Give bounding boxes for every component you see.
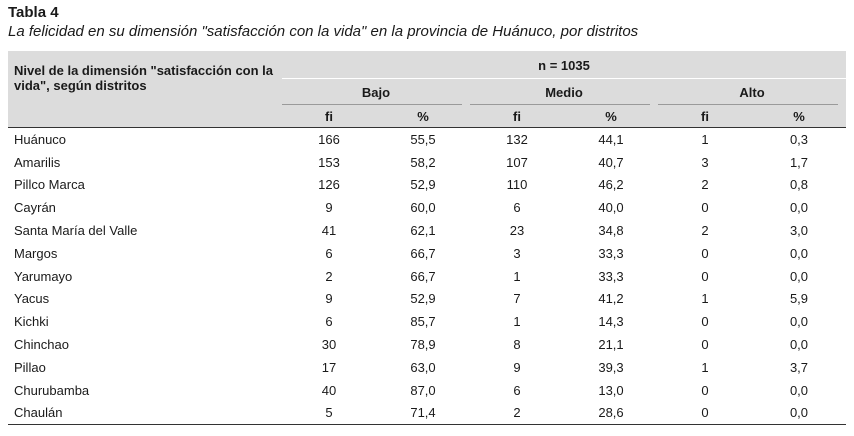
table-number: Tabla 4 [8,4,59,21]
bajo-percent: 66,7 [410,245,436,261]
bajo-percent: 87,0 [410,382,436,398]
empty-header-cell [8,105,282,128]
medio-fi: 8 [513,337,521,353]
alto-fi: 1 [701,291,709,307]
medio-fi: 9 [513,359,521,375]
table-row [8,310,846,333]
table-row [8,219,846,242]
district-name: Kichki [14,314,49,330]
bajo-percent: 66,7 [410,268,436,284]
medio-fi: 110 [506,177,528,193]
bajo-percent: 60,0 [410,200,436,216]
alto-fi: 0 [701,382,709,398]
table-row [8,128,846,151]
subheader-percent: % [376,105,470,128]
district-name: Yarumayo [14,268,73,284]
row-header-label: Nivel de la dimensión "satisfacción con la vida", según distritos [8,51,282,105]
alto-fi: 1 [701,131,709,147]
bajo-percent: 62,1 [410,223,436,239]
medio-fi: 7 [513,291,521,307]
alto-fi: 2 [701,177,709,193]
table-row [8,288,846,311]
district-name: Margos [14,245,58,261]
alto-fi: 1 [701,359,709,375]
bajo-percent: 85,7 [410,314,436,330]
medio-fi: 2 [513,405,521,421]
district-name: Churubamba [14,382,90,398]
district-name: Santa María del Valle [14,223,138,239]
bajo-fi: 2 [325,268,333,284]
district-name: Yacus [14,291,50,307]
table-row [8,379,846,402]
alto-percent: 1,7 [789,154,809,170]
alto-fi: 0 [701,405,709,421]
alto-fi: 0 [701,200,709,216]
table-row [8,151,846,174]
sample-size-header: n = 1035 [282,51,846,79]
district-name: Huánuco [14,131,67,147]
district-name: Amarilis [14,154,61,170]
alto-fi: 0 [701,314,709,330]
alto-percent: 3,7 [789,359,809,375]
district-name: Cayrán [14,200,56,216]
district-name: Chinchao [14,337,69,353]
table-row [8,402,846,425]
alto-fi: 0 [701,268,709,284]
alto-percent: 5,9 [789,291,809,307]
district-name: Chaulán [14,405,63,421]
subheader-percent: % [752,105,846,128]
bajo-fi: 17 [321,359,337,375]
alto-percent: 0,8 [789,177,809,193]
medio-percent: 40,7 [598,154,624,170]
medio-percent: 40,0 [598,200,624,216]
table-body [8,128,846,425]
medio-fi: 107 [506,154,528,170]
group-header-alto: Alto [658,79,846,105]
medio-percent: 28,6 [598,405,624,421]
bajo-fi: 153 [318,154,340,170]
medio-percent: 41,2 [598,291,624,307]
alto-fi: 2 [701,223,709,239]
subheader-fi: fi [658,105,752,128]
medio-fi: 132 [506,131,528,147]
bajo-fi: 40 [321,382,337,398]
bajo-fi: 6 [325,314,333,330]
medio-fi: 23 [509,223,525,239]
bajo-fi: 166 [318,131,340,147]
alto-percent: 0,0 [789,314,809,330]
group-header-bajo: Bajo [282,79,470,105]
group-header-medio: Medio [470,79,658,105]
bajo-fi: 41 [321,223,337,239]
alto-percent: 0,0 [789,405,809,421]
subheader-fi: fi [470,105,564,128]
table-row [8,242,846,265]
alto-percent: 0,3 [789,131,809,147]
bajo-percent: 55,5 [410,131,436,147]
medio-fi: 6 [513,382,521,398]
alto-percent: 3,0 [789,223,809,239]
bajo-fi: 9 [325,291,333,307]
medio-percent: 33,3 [598,268,624,284]
medio-fi: 1 [513,314,521,330]
alto-fi: 3 [701,154,709,170]
subheader-fi: fi [282,105,376,128]
medio-fi: 6 [513,200,521,216]
table-caption: La felicidad en su dimensión "satisfacción con la vida" en la provincia de Huánuco, por distritos [8,23,639,40]
bajo-fi: 9 [325,200,333,216]
bajo-fi: 6 [325,245,333,261]
bajo-fi: 5 [325,405,333,421]
medio-fi: 3 [513,245,521,261]
bajo-percent: 52,9 [410,177,436,193]
bajo-percent: 71,4 [410,405,436,421]
medio-percent: 46,2 [598,177,624,193]
table-row [8,196,846,219]
alto-percent: 0,0 [789,245,809,261]
bajo-percent: 52,9 [410,291,436,307]
district-name: Pillao [14,359,46,375]
alto-fi: 0 [701,337,709,353]
medio-fi: 1 [513,268,521,284]
bajo-fi: 30 [321,337,337,353]
medio-percent: 39,3 [598,359,624,375]
alto-percent: 0,0 [789,200,809,216]
table-row [8,356,846,379]
bajo-percent: 58,2 [410,154,436,170]
table-header [8,51,846,128]
district-name: Pillco Marca [14,177,85,193]
medio-percent: 21,1 [598,337,624,353]
bajo-percent: 63,0 [410,359,436,375]
medio-percent: 44,1 [598,131,624,147]
table-row [8,265,846,288]
bajo-fi: 126 [318,177,340,193]
alto-fi: 0 [701,245,709,261]
medio-percent: 34,8 [598,223,624,239]
subheader-percent: % [564,105,658,128]
medio-percent: 13,0 [598,382,624,398]
alto-percent: 0,0 [789,337,809,353]
table-row [8,174,846,197]
bajo-percent: 78,9 [410,337,436,353]
medio-percent: 14,3 [598,314,624,330]
medio-percent: 33,3 [598,245,624,261]
data-table [8,51,846,425]
alto-percent: 0,0 [789,268,809,284]
table-row [8,333,846,356]
alto-percent: 0,0 [789,382,809,398]
